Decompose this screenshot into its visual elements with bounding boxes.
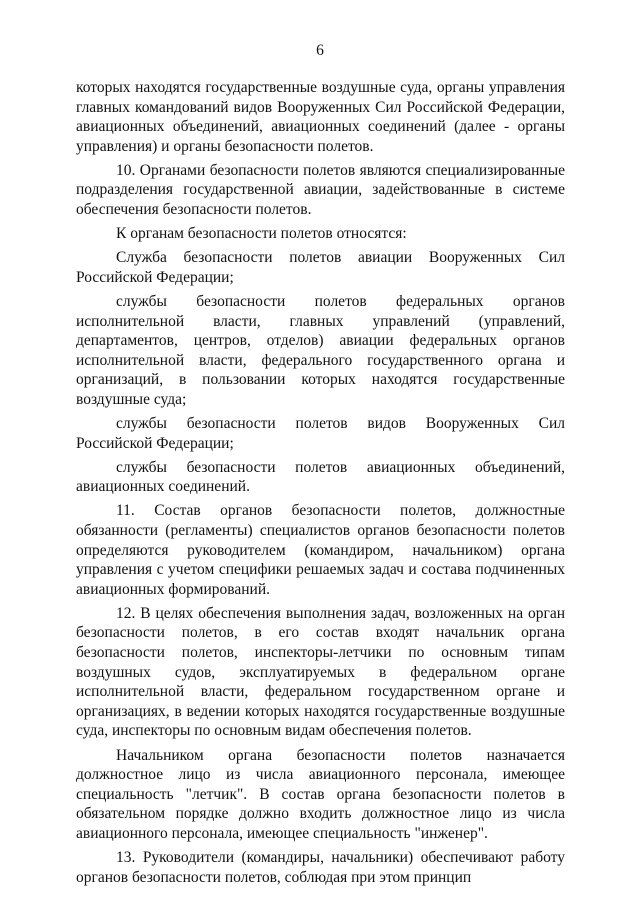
paragraph-continuation: которых находятся государственные воздушные суда, органы управления главных командований видов Вооруженных Сил Российской Федерации, авиационных объединений, авиационных соединений (далее - органы управления) и органы безопасности полетов. xyxy=(76,79,565,155)
page-number: 6 xyxy=(316,42,324,59)
list-item-federal-services: службы безопасности полетов федеральных органов исполнительной власти, главных управлений (управлений, департаментов, центров, отделов) авиации федеральных органов исполнительной власти, федерального государственного органа и организаций, в пользовании которых находятся государственные воздушные суда; xyxy=(76,292,565,408)
paragraph-13: 13. Руководители (командиры, начальники) обеспечивают работу органов безопасности полетов, соблюдая при этом принцип xyxy=(76,848,565,886)
list-item-branch-services: службы безопасности полетов видов Вооруженных Сил Российской Федерации; xyxy=(76,415,565,452)
paragraph-10: 10. Органами безопасности полетов являются специализированные подразделения государственной авиации, задействованные в системе обеспечения безопасности полетов. xyxy=(76,161,565,219)
document-body xyxy=(76,78,565,892)
list-item-armed-forces-service: Служба безопасности полетов авиации Вооруженных Сил Российской Федерации; xyxy=(76,249,565,286)
list-item-unit-services: службы безопасности полетов авиационных объединений, авиационных соединений. xyxy=(76,458,565,496)
paragraph-12: 12. В целях обеспечения выполнения задач, возложенных на орган безопасности полетов, в его состав входят начальник органа безопасности полетов, инспекторы-летчики по основным типам воздушных судов, эксплуатируемых в федеральном органе исполнительной власти, федеральном государственном органе и организациях, в ведении которых находятся государственные воздушные суда, инспекторы по основным видам обеспечения полетов. xyxy=(76,604,565,740)
paragraph-11: 11. Состав органов безопасности полетов, должностные обязанности (регламенты) специалистов органов безопасности полетов определяются руководителем (командиром, начальником) органа управления с учетом специфики решаемых задач и состава подчиненных авиационных формирований. xyxy=(76,502,565,598)
paragraph-chief-appointment: Начальником органа безопасности полетов назначается должностное лицо из числа авиационного персонала, имеющее специальность "летчик". В состав органа безопасности полетов в обязательном порядке должно входить должностное лицо из числа авиационного персонала, имеющее специальность "инженер". xyxy=(76,746,565,842)
paragraph-list-intro: К органам безопасности полетов относятся: xyxy=(116,225,407,243)
